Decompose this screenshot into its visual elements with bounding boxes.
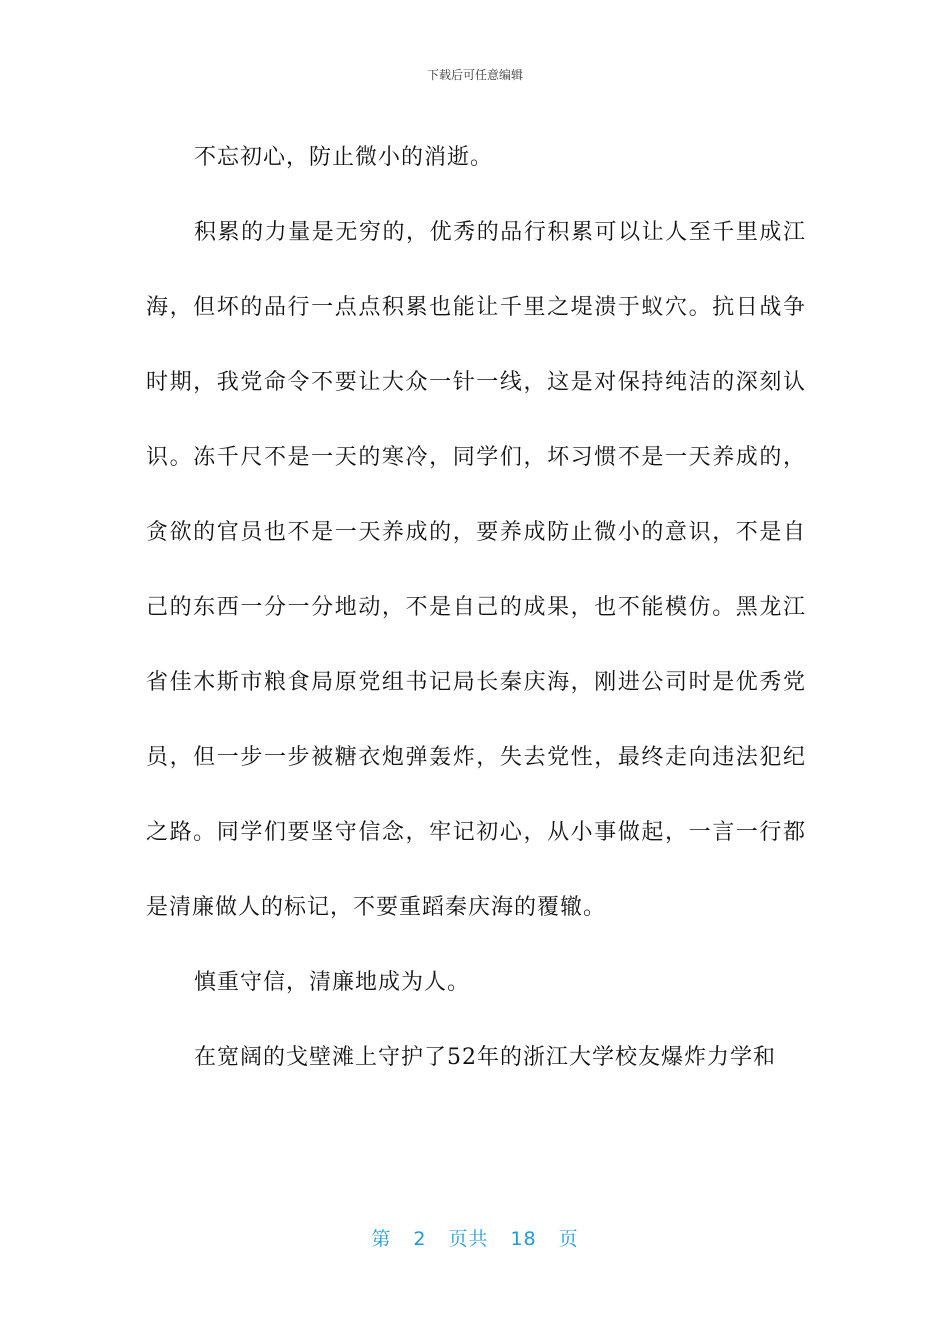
current-page-number: 2 (413, 1228, 427, 1250)
total-pages-number: 18 (510, 1228, 537, 1250)
footer-suffix: 页 (558, 1228, 579, 1250)
paragraph-1: 不忘初心，防止微小的消逝。 (194, 145, 494, 170)
page-footer (0, 1224, 950, 1251)
footer-middle: 页共 (448, 1228, 489, 1250)
paragraph-2: 积累的力量是无穷的，优秀的品行积累可以让人至千里成江海，但坏的品行一点点积累也能让千里之堤溃于蚁穴。抗日战争时期，我党命令不要让大众一针一线，这是对保持纯洁的深刻认识。冻千尺不是一天的寒冷，同学们，坏习惯不是一天养成的，贪欲的官员也不是一天养成的，要养成防止微小的意识，不是自己的东西一分一分地动，不是自己的成果，也不能模仿。黑龙江省佳木斯市粮食局原党组书记局长秦庆海，刚进公司时是优秀党员，但一步一步被糖衣炮弹轰炸，失去党性，最终走向违法犯纪之路。同学们要坚守信念，牢记初心，从小事做起，一言一行都是清廉做人的标记，不要重蹈秦庆海的覆辙。 (146, 220, 806, 920)
footer-prefix: 第 (371, 1228, 392, 1250)
paragraph-3: 慎重守信，清廉地成为人。 (194, 970, 471, 995)
page-header: 下载后可任意编辑 (426, 68, 523, 82)
paragraph-4: 在宽阔的戈壁滩上守护了52年的浙江大学校友爆炸力学和 (194, 1045, 776, 1070)
document-body (146, 120, 806, 1095)
